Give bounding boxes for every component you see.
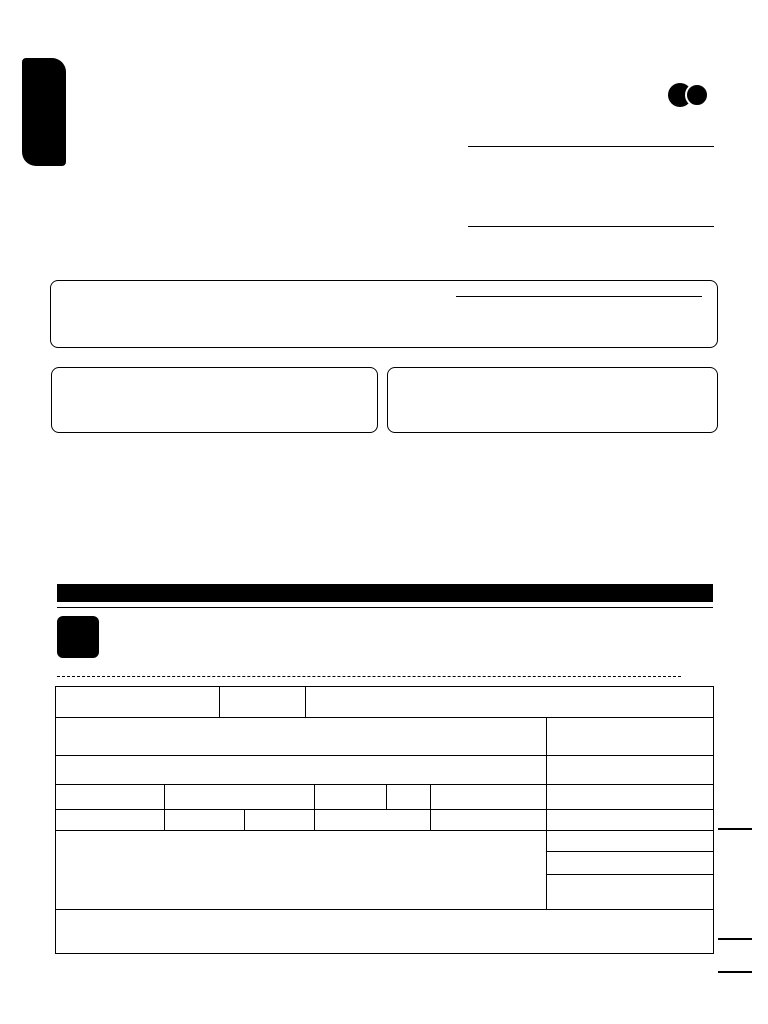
side-barcode [103, 108, 129, 178]
digital-invoice-banner [57, 584, 713, 602]
itau-logo [57, 616, 99, 658]
payment-barcode [62, 963, 492, 1015]
payment-slip [55, 686, 714, 954]
margin-mark [718, 938, 752, 940]
margin-mark [718, 828, 752, 830]
mastercard-logo [666, 83, 714, 117]
minimum-payment-box [51, 367, 378, 433]
installments-box [387, 367, 718, 433]
margin-mark [718, 971, 752, 973]
hipercard-logo [22, 58, 66, 166]
invoice-total-box [50, 280, 718, 348]
cut-line [57, 676, 681, 677]
